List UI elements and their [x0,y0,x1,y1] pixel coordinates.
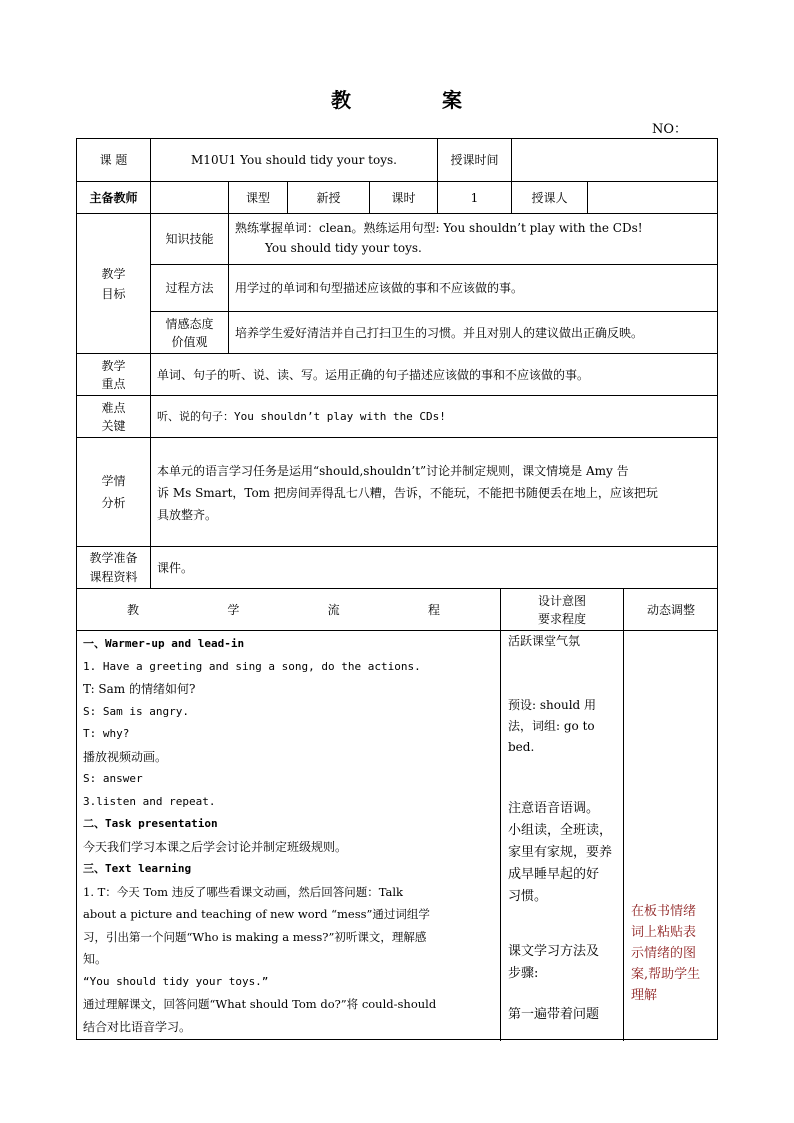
emotion-label-line1: 情感态度 [165,316,214,331]
difficulties-value: 听、说的句子：You shouldn’t play with the CDs! [151,396,718,438]
design-line: 活跃课堂气氛 [508,634,581,648]
design-line: 习惯。 [508,889,548,904]
learner-analysis-value [151,438,718,547]
knowledge-skills-label: 知识技能 [151,214,229,265]
topic-label: 课 题 [77,139,151,182]
process-header-char-1: 教 [127,602,140,617]
design-line: 预设: should 用 [508,698,597,712]
adjust-note [631,901,700,1006]
design-line: 步骤: [508,966,539,981]
design-header-line2: 要求程度 [537,611,586,626]
design-line: 家里有家规，要养 [508,845,613,860]
adjust-line: 示情绪的图 [631,946,697,961]
class-hours-label: 课时 [370,182,438,214]
preparation-value: 课件。 [151,547,718,589]
lecturer-label: 授课人 [512,182,588,214]
analysis-line2: 诉 Ms Smart，Tom 把房间弄得乱七八糟，告诉，不能玩，不能把书随便丢在地上，应该把玩 [157,486,658,500]
process-header-char-3: 流 [327,602,340,617]
number-label: NO： [652,122,688,137]
design-note-3 [508,798,612,908]
process-line: 结合对比语音学习。 [83,1019,192,1034]
analysis-line1: 本单元的语言学习任务是运用“should,shouldn’t”讨论并制定规则，课文情境是 Amy 告 [157,464,629,478]
adjust-line: 理解 [631,988,658,1003]
process-line: T: why? [83,727,130,740]
goals-label-line1: 教学 [101,266,126,281]
process-line: 三、Text learning [83,862,192,875]
dynamic-adjust-header: 动态调整 [624,589,718,631]
design-intent-body [501,631,624,1041]
teaching-process-body [77,631,501,1041]
goals-label-line2: 目标 [101,286,126,301]
process-line: 3.listen and repeat. [83,794,216,808]
design-line: 小组读，全班读， [508,823,613,838]
design-line: 注意语音语调。 [508,801,600,816]
process-line: 二、Task presentation [83,817,218,830]
process-line: 今天我们学习本课之后学会讨论并制定班级规则。 [83,839,348,854]
design-note-4 [508,941,599,985]
lesson-type-label: 课型 [229,182,288,214]
design-line: bed. [508,740,535,754]
emotion-label-line2: 价值观 [171,334,208,349]
preparation-label [77,547,151,589]
process-line: “You should tidy your toys.” [83,974,269,988]
process-line: T: Sam 的情绪如何? [83,682,196,696]
difficulties-label-line1: 难点 [101,400,126,415]
design-header-line1: 设计意图 [537,593,586,608]
difficulties-label-line2: 关键 [101,418,126,433]
design-line: 第一遍带着问题 [508,1007,600,1022]
preparation-label-line1: 教学准备 [89,550,138,565]
adjust-line: 词上粘贴表 [631,925,697,940]
process-line: 通过理解课文，回答问题“What should Tom do?”将 could-should [83,997,437,1011]
process-line: about a picture and teaching of new word “mess”通过词组学 [83,907,430,921]
design-line: 法，词组: go to [508,719,595,733]
lesson-type-value: 新授 [288,182,370,214]
teaching-process-header [77,589,501,631]
process-lines [83,633,436,1038]
class-time-value [512,139,718,182]
topic-value: M10U1 You should tidy your toys. [151,139,438,182]
analysis-line3: 具放整齐。 [157,508,218,522]
knowledge-skills-value [229,214,718,265]
process-line: 1. T：今天 Tom 违反了哪些看课文动画，然后回答问题：Talk [83,884,403,899]
key-points-value: 单词、句子的听、说、读、写。运用正确的句子描述应该做的事和不应该做的事。 [151,354,718,396]
class-time-label: 授课时间 [438,139,512,182]
key-points-label [77,354,151,396]
teaching-goals-label [77,214,151,354]
process-header-char-2: 学 [227,602,240,617]
lecturer-value [588,182,718,214]
design-note-1 [508,631,580,652]
dynamic-adjust-body [624,631,718,1041]
lead-teacher-label: 主备教师 [77,182,151,214]
knowledge-line1: 熟练掌握单词：clean。熟练运用句型: You shouldn’t play with the CDs! [235,221,643,235]
lesson-plan-table [76,138,718,1040]
title-char-left: 教 [331,88,352,112]
design-line: 成早睡早起的好 [508,867,600,882]
knowledge-line2: You should tidy your toys. [265,241,422,255]
preparation-label-line2: 课程资料 [89,569,138,584]
design-note-5 [508,1004,599,1026]
process-line: 知。 [83,952,108,966]
difficulties-label [77,396,151,438]
adjust-line: 在板书情绪 [631,904,697,919]
process-header-char-4: 程 [427,602,440,617]
key-points-label-line1: 教学 [101,358,126,373]
process-line: 1. Have a greeting and sing a song, do the actions. [83,659,421,673]
learner-analysis-label [77,438,151,547]
analysis-label-line2: 分析 [101,496,126,510]
process-line: S: Sam is angry. [83,704,189,718]
design-line: 课文学习方法及 [508,944,600,959]
emotion-values-label [151,312,229,354]
key-points-label-line2: 重点 [101,376,126,391]
class-hours-value: 1 [438,182,512,214]
process-method-value: 用学过的单词和句型描述应该做的事和不应该做的事。 [229,265,718,312]
process-line: 播放视频动画。 [83,749,168,764]
design-intent-header [501,589,624,631]
design-note-2 [508,695,620,758]
process-line: S: answer [83,772,143,785]
title-char-right: 案 [442,88,463,112]
emotion-values-value: 培养学生爱好清洁并自己打扫卫生的习惯。并且对别人的建议做出正确反映。 [229,312,718,354]
lead-teacher-value [151,182,229,214]
document-title [0,84,794,113]
adjust-line: 案,帮助学生 [631,967,701,982]
process-method-label: 过程方法 [151,265,229,312]
process-line: 一、Warmer-up and lead-in [83,637,245,650]
analysis-label-line1: 学情 [101,474,126,488]
process-line: 习，引出第一个问题“Who is making a mess?”初听课文，理解感 [83,929,427,944]
